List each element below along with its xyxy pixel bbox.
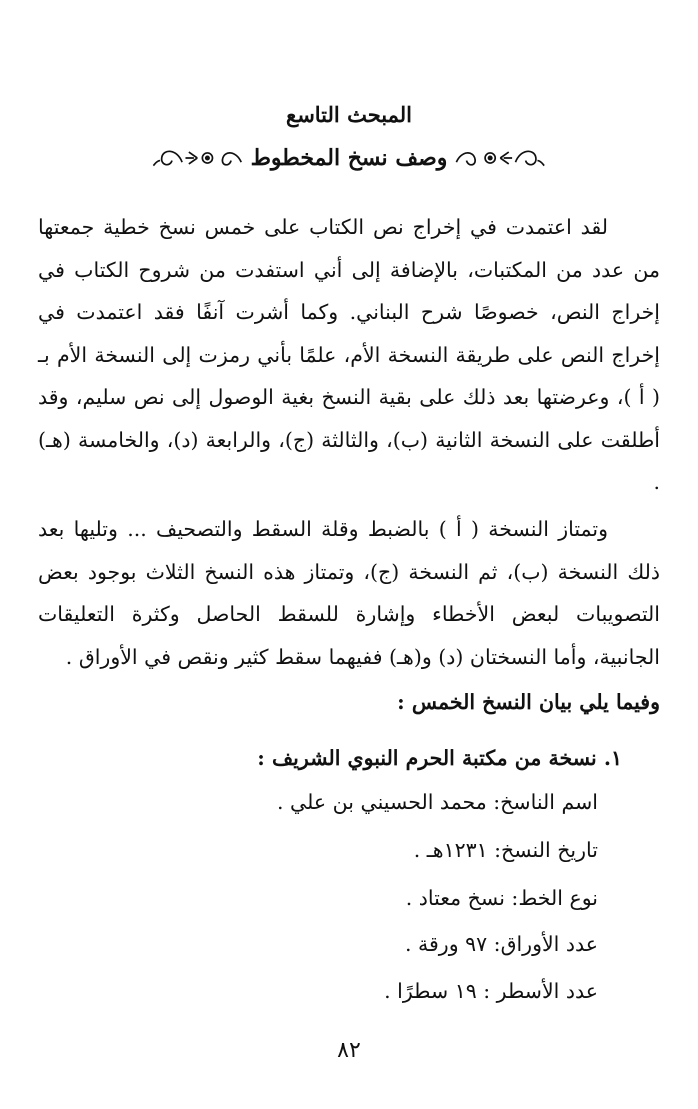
list-intro: وفيما يلي بيان النسخ الخمس : xyxy=(397,690,660,714)
paragraph-features: وتمتاز النسخة ( أ ) بالضبط وقلة السقط والتصحيف ... وتليها بعد ذلك النسخة (ب)، ثم النسخة (ج)، وتمتاز هذه النسخ الثلاث بوجود بعض التصويبات لبعض الأخطاء وإشارة للسقط الحاصل وكثرة التعليقات الجانبية، وأما النسختان (د) و(هـ) ففيهما سقط كثير ونقص في الأوراق . xyxy=(38,517,660,669)
manuscript-1-date: تاريخ النسخ: ١٢٣١هـ . xyxy=(413,838,598,862)
ornament-left-icon xyxy=(150,141,245,175)
manuscript-1-lines: عدد الأسطر : ١٩ سطرًا . xyxy=(384,979,598,1003)
page-number: ٨٢ xyxy=(337,1038,361,1063)
ornament-right-icon xyxy=(453,141,548,175)
manuscript-1-script: نوع الخط: نسخ معتاد . xyxy=(405,886,598,910)
section-title-row xyxy=(150,138,548,178)
manuscript-1-copyist: اسم الناسخ: محمد الحسيني بن علي . xyxy=(277,790,598,814)
manuscript-1-leaves: عدد الأوراق: ٩٧ ورقة . xyxy=(404,932,598,956)
section-title: وصف نسخ المخطوط xyxy=(250,145,448,171)
chapter-title: المبحث التاسع xyxy=(286,102,412,127)
paragraph-sources: لقد اعتمدت في إخراج نص الكتاب على خمس نسخ خطية جمعتها من عدد من المكتبات، بالإضافة إلى أني استفدت من شروح الكتاب في إخراج النص، خصوصًا شرح البناني. وكما أشرت آنفًا فقد اعتمدت في إخراج النص على طريقة النسخة الأم، علمًا بأني رمزت إلى النسخة الأم بـ ( أ )، وعرضتها بعد ذلك على بقية النسخ بغية الوصول إلى نص سليم، وقد أطلقت على النسخة الثانية (ب)، والثالثة (ج)، والرابعة (د)، والخامسة (هـ) . xyxy=(38,215,660,494)
manuscript-1-heading: ١. نسخة من مكتبة الحرم النبوي الشريف : xyxy=(257,746,622,770)
